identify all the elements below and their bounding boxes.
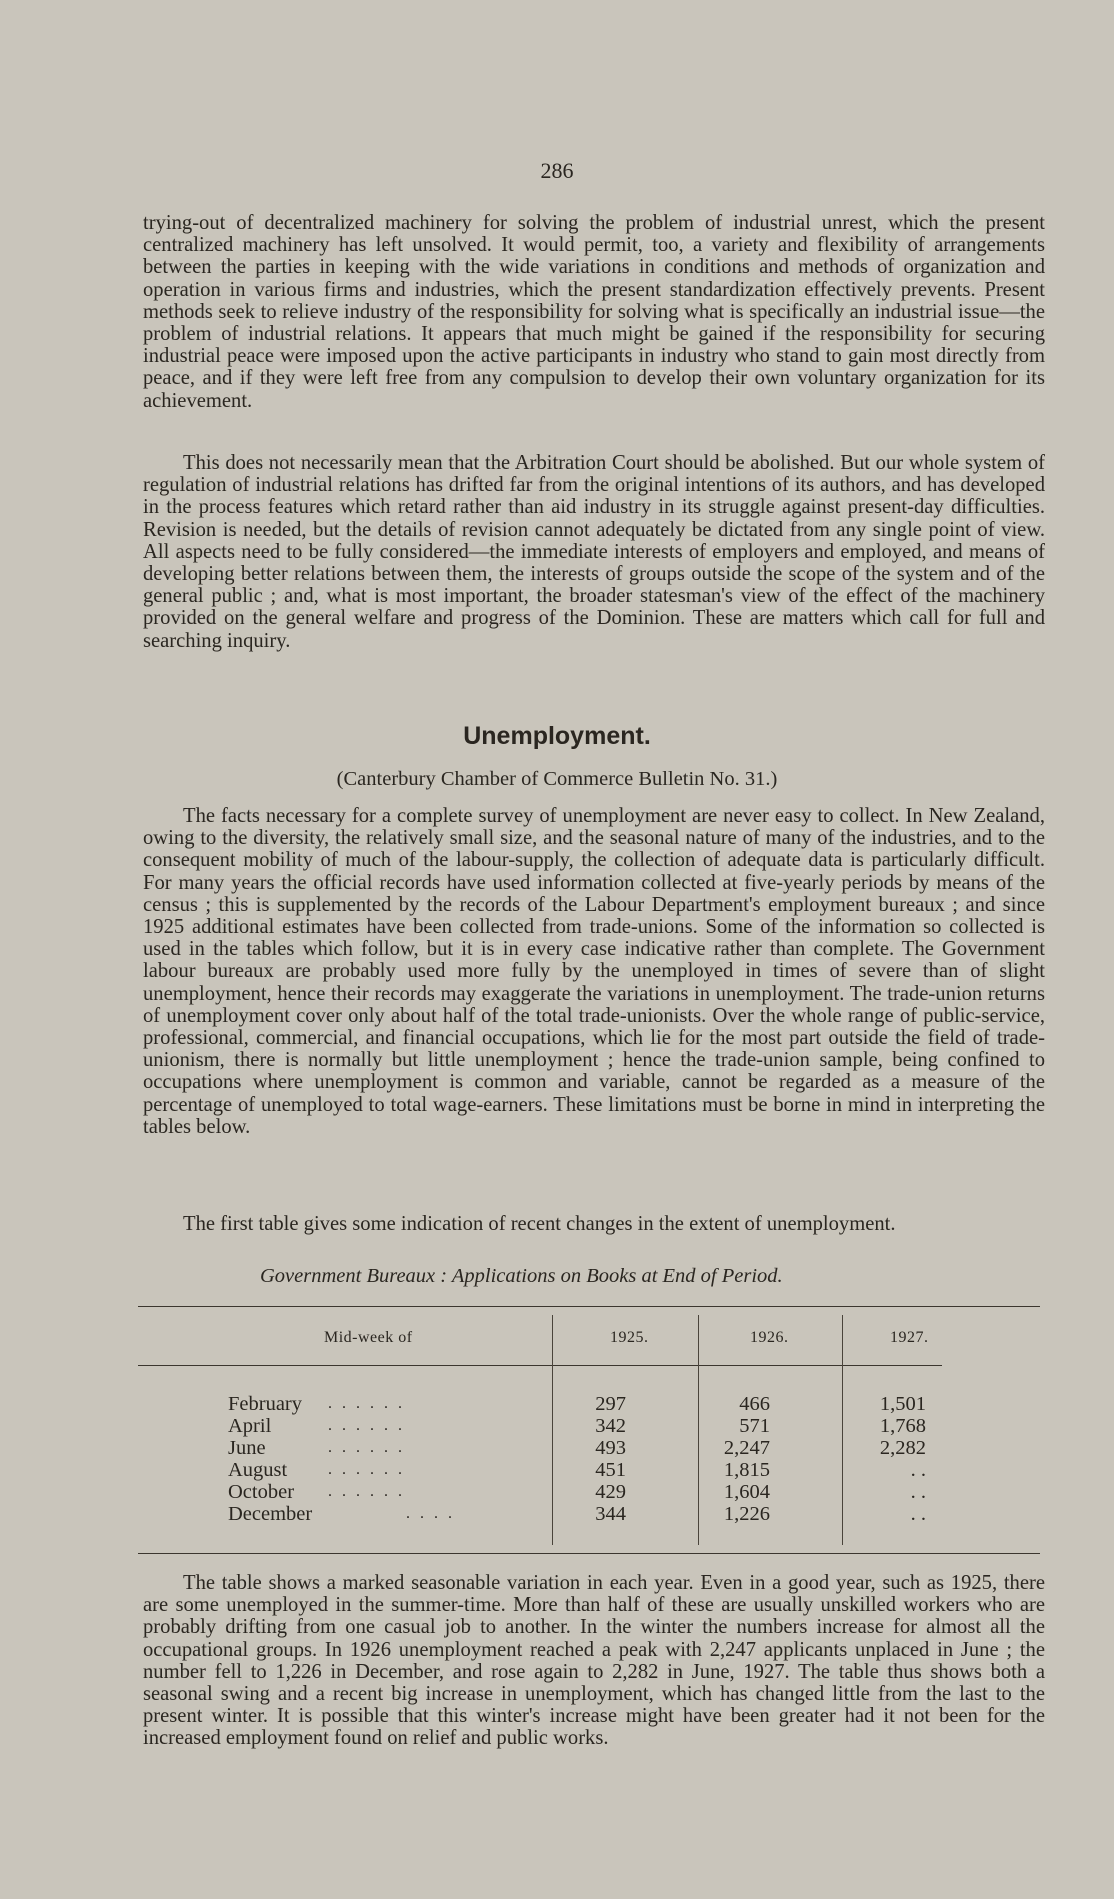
cell-1925: 297: [595, 1393, 626, 1415]
paragraph-text: The first table gives some indication of recent changes in the extent of unemployment.: [183, 1213, 896, 1235]
section-heading: Unemployment.: [463, 722, 651, 750]
paragraph-text: trying-out of decentralized machinery for solving the problem of industrial unrest, which the present centralized machinery has left unsolved. It would permit, too, a variety and flexibility of arrangements between the parties in keeping with the wide variations in conditions and methods of organization and operation in various firms and industries, which the present standardization effectively prevents. Present methods seek to relieve industry of the responsibility for solving what is specifically an industrial issue—the problem of industrial relations. It appears that much might be gained if the responsibility for securing industrial peace were imposed upon the active participants in industry who stand to gain most directly from peace, and if they were left free from any compulsion to develop their own voluntary organization for its achievement.: [143, 212, 1045, 412]
row-leader-dots: . . . . . .: [328, 1483, 405, 1500]
row-month: April: [228, 1415, 272, 1437]
table-row: [138, 1437, 1040, 1459]
cell-1927: . .: [910, 1503, 926, 1525]
cell-1926: 1,815: [723, 1459, 770, 1481]
row-leader-dots: . . . .: [406, 1505, 455, 1522]
cell-1926: 1,226: [723, 1503, 770, 1525]
cell-1927: . .: [910, 1481, 926, 1503]
cell-1926: 466: [739, 1393, 770, 1415]
row-month: June: [228, 1437, 266, 1459]
cell-1926: 2,247: [723, 1437, 770, 1459]
table-row: [138, 1503, 1040, 1525]
cell-1925: 342: [595, 1415, 626, 1437]
table-row: [138, 1459, 1040, 1481]
row-leader-dots: . . . . . .: [328, 1417, 405, 1434]
table-row: [138, 1393, 1040, 1415]
closing-paragraph: [143, 1572, 1045, 1750]
cell-1925: 493: [595, 1437, 626, 1459]
cell-1926: 571: [739, 1415, 770, 1437]
header-1925: 1925.: [610, 1329, 649, 1346]
section-source: (Canterbury Chamber of Commerce Bulletin No. 31.): [336, 768, 778, 790]
unemployment-paragraph-2: [143, 1213, 1045, 1235]
row-leader-dots: . . . . . .: [328, 1461, 405, 1478]
header-1926: 1926.: [750, 1329, 789, 1346]
cell-1927: 2,282: [879, 1437, 926, 1459]
row-leader-dots: . . . . . .: [328, 1439, 405, 1456]
intro-paragraph-2: [143, 452, 1045, 652]
header-1927: 1927.: [890, 1329, 929, 1346]
cell-1927: 1,768: [879, 1415, 926, 1437]
applications-table: [138, 1306, 1040, 1554]
cell-1925: 451: [595, 1459, 626, 1481]
row-month: December: [228, 1503, 313, 1525]
paragraph-text: This does not necessarily mean that the Arbitration Court should be abolished. But our whole system of regulation of industrial relations has drifted far from the original intentions of its authors, and has developed in the process features which retard rather than aid industry in its struggle against present-day difficulties. Revision is needed, but the details of revision cannot adequately be dictated from any single point of view. All aspects need to be fully considered—the immediate interests of employers and employed, and means of developing better relations between them, the interests of groups outside the scope of the system and of the general public ; and, what is most important, the broader statesman's view of the effect of the machinery provided on the general welfare and progress of the Dominion. These are matters which call for full and searching inquiry.: [143, 452, 1045, 652]
cell-1927: . .: [910, 1459, 926, 1481]
unemployment-paragraph-1: [143, 805, 1045, 1138]
table-row: [138, 1415, 1040, 1437]
table-header: [138, 1307, 1040, 1365]
header-divider: [138, 1365, 942, 1366]
cell-1925: 429: [595, 1481, 626, 1503]
paragraph-text: The facts necessary for a complete survey of unemployment are never easy to collect. In New Zealand, owing to the diversity, the relatively small size, and the seasonal nature of many of the industries, and to the consequent mobility of much of the labour-supply, the collection of adequate data is particularly difficult. For many years the official records have used information collected at five-yearly periods by means of the census ; this is supplemented by the records of the Labour Department's employment bureaux ; and since 1925 additional estimates have been collected from trade-unions. Some of the information so collected is used in the tables which follow, but it is in every case indicative rather than complete. The Government labour bureaux are probably used more fully by the unemployed in times of severe than of slight unemployment, hence their records may exaggerate the variations in unemployment. The trade-union returns of unemployment cover only about half of the total trade-unionists. Over the whole range of public-service, professional, commercial, and financial occupations, which lie for the most part outside the field of trade-unionism, there is normally but little unemployment ; hence the trade-union sample, being confined to occupations where unemployment is common and variable, cannot be regarded as a measure of the percentage of unemployed to total wage-earners. These limitations must be borne in mind in interpreting the tables below.: [143, 805, 1045, 1138]
row-month: August: [228, 1459, 288, 1481]
paragraph-text: The table shows a marked seasonable variation in each year. Even in a good year, such as 1925, there are some unemployed in the summer-time. More than half of these are usually unskilled workers who are probably drifting from one casual job to another. In the winter the numbers increase for almost all the occupational groups. In 1926 unemployment reached a peak with 2,247 applicants unplaced in June ; the number fell to 1,226 in December, and rose again to 2,282 in June, 1927. The table thus shows both a seasonal swing and a recent big increase in unemployment, which has changed little from the last to the present winter. It is possible that this winter's increase might have been greater had it not been for the increased employment found on relief and public works.: [143, 1572, 1045, 1750]
table-row: [138, 1481, 1040, 1503]
row-month: October: [228, 1481, 295, 1503]
intro-paragraph-1: [143, 212, 1045, 412]
header-mid-week: Mid-week of: [324, 1329, 413, 1346]
cell-1926: 1,604: [723, 1481, 770, 1503]
row-month: February: [228, 1393, 303, 1415]
cell-1925: 344: [595, 1503, 626, 1525]
row-leader-dots: . . . . . .: [328, 1395, 405, 1412]
table-caption: Government Bureaux : Applications on Books at End of Period.: [260, 1265, 783, 1287]
cell-1927: 1,501: [879, 1393, 926, 1415]
page-number: 286: [540, 158, 574, 183]
